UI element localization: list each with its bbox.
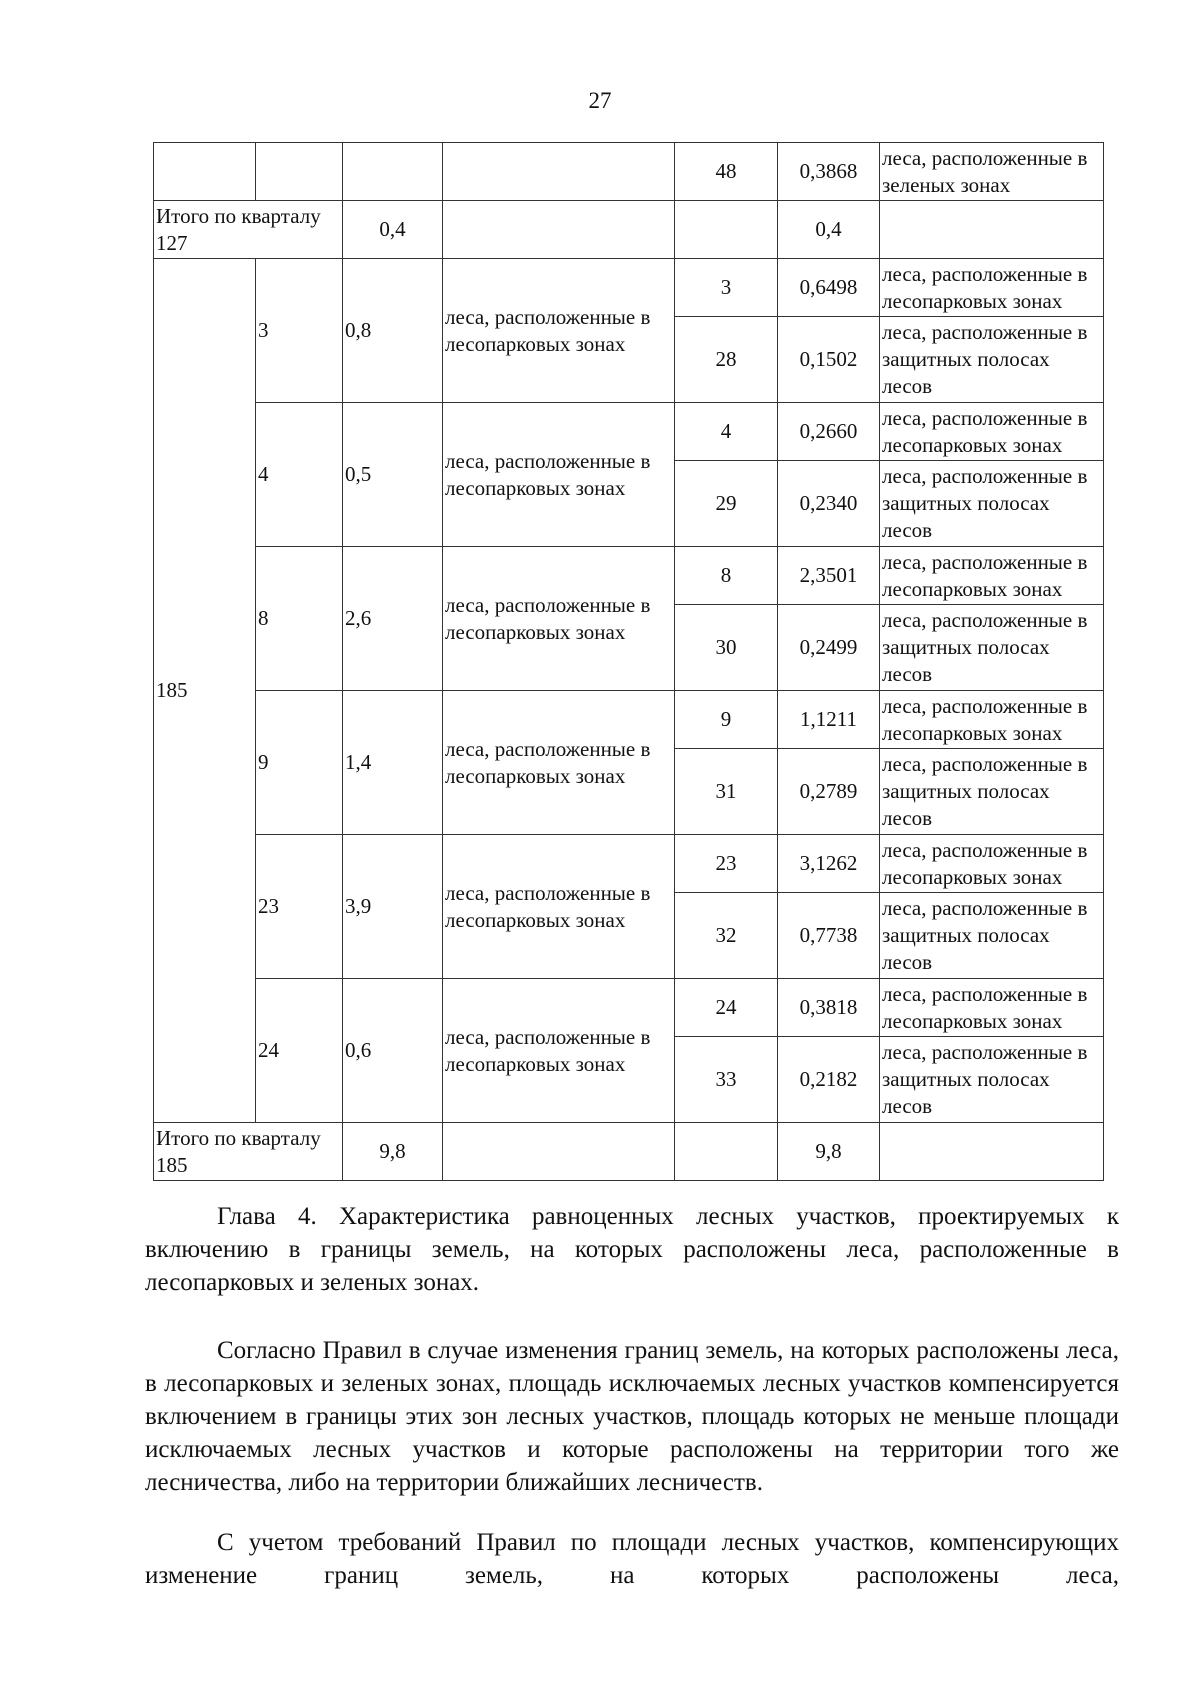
- plot-area-cell: 0,6498: [778, 259, 880, 317]
- vydel-number-cell: 8: [256, 547, 343, 691]
- plot-number-cell: 8: [675, 547, 778, 605]
- plot-category-cell: леса, расположенные в лесопарковых зонах: [880, 259, 1104, 317]
- subtotal-label: Итого по кварталу 127: [154, 201, 343, 259]
- vydel-number-cell: 3: [256, 259, 343, 403]
- plot-category-cell: леса, расположенные в защитных полосах лесов: [880, 317, 1104, 403]
- vydel-area-cell: 0,8: [343, 259, 443, 403]
- plot-category-cell: леса, расположенные в лесопарковых зонах: [880, 403, 1104, 461]
- table-row: [154, 547, 1104, 605]
- vydel-area-cell: 1,4: [343, 691, 443, 835]
- plot-category-cell: леса, расположенные в защитных полосах лесов: [880, 605, 1104, 691]
- plot-area-cell: 0,2499: [778, 605, 880, 691]
- table-row: [154, 259, 1104, 317]
- table-row: [154, 691, 1104, 749]
- plot-number-cell: 31: [675, 749, 778, 835]
- plot-area-cell: 1,1211: [778, 691, 880, 749]
- plot-number-cell: 29: [675, 461, 778, 547]
- table-row: [154, 403, 1104, 461]
- vydel-description-cell: леса, расположенные в лесопарковых зонах: [443, 547, 675, 691]
- vydel-description-cell: леса, расположенные в лесопарковых зонах: [443, 691, 675, 835]
- plot-number-cell: 32: [675, 893, 778, 979]
- plot-category-cell: леса, расположенные в защитных полосах лесов: [880, 461, 1104, 547]
- plot-area-cell: 0,2340: [778, 461, 880, 547]
- subtotal-area: 0,4: [343, 201, 443, 259]
- forest-plots-table: [153, 142, 1104, 1181]
- plot-area-cell: 0,2789: [778, 749, 880, 835]
- table-row: [154, 835, 1104, 893]
- plot-area-cell: 0,1502: [778, 317, 880, 403]
- plot-number-cell: 24: [675, 979, 778, 1037]
- plot-number-cell: 23: [675, 835, 778, 893]
- chapter-heading: Глава 4. Характеристика равноценных лесных участков, проектируемых к включению в границы земель, на которых расположены леса, расположенные в лесопарковых и зеленых зонах.: [145, 1203, 1119, 1296]
- plot-category-cell: леса, расположенные в защитных полосах лесов: [880, 749, 1104, 835]
- plot-category-cell: леса, расположенные в лесопарковых зонах: [880, 547, 1104, 605]
- plot-number-cell: 3: [675, 259, 778, 317]
- vydel-description-cell: леса, расположенные в лесопарковых зонах: [443, 259, 675, 403]
- plot-area-cell: 0,7738: [778, 893, 880, 979]
- plot-category-cell: леса, расположенные в зеленых зонах: [880, 143, 1104, 201]
- plot-area-cell: 3,1262: [778, 835, 880, 893]
- table-row: [154, 143, 1104, 201]
- plot-area-cell: 0,2182: [778, 1037, 880, 1123]
- plot-category-cell: леса, расположенные в лесопарковых зонах: [880, 979, 1104, 1037]
- plot-number-cell: 30: [675, 605, 778, 691]
- total-label: Итого по кварталу 185: [154, 1123, 343, 1181]
- vydel-number-cell: 9: [256, 691, 343, 835]
- plot-category-cell: леса, расположенные в защитных полосах лесов: [880, 1037, 1104, 1123]
- quarter-number-cell: 185: [154, 259, 256, 1123]
- table-row: [154, 979, 1104, 1037]
- plot-category-cell: леса, расположенные в лесопарковых зонах: [880, 835, 1104, 893]
- paragraph-1: Согласно Правил в случае изменения границ земель, на которых расположены леса, в лесопарковых и зеленых зонах, площадь исключаемых лесных участков компенсируется включением в границы этих зон лесных участков, площадь которых не меньше площади исключаемых лесных участков и которые расположены на территории того же лесничества, либо на территории ближайших лесничеств.: [145, 1337, 1119, 1496]
- vydel-number-cell: 24: [256, 979, 343, 1123]
- subtotal-row: [154, 201, 1104, 259]
- plot-number-cell: 28: [675, 317, 778, 403]
- vydel-description-cell: леса, расположенные в лесопарковых зонах: [443, 979, 675, 1123]
- plot-number-cell: 4: [675, 403, 778, 461]
- plot-number-cell: 48: [675, 143, 778, 201]
- total-area: 9,8: [343, 1123, 443, 1181]
- plot-category-cell: леса, расположенные в защитных полосах лесов: [880, 893, 1104, 979]
- vydel-description-cell: леса, расположенные в лесопарковых зонах: [443, 835, 675, 979]
- vydel-number-cell: 23: [256, 835, 343, 979]
- total-row: [154, 1123, 1104, 1181]
- plot-area-cell: 2,3501: [778, 547, 880, 605]
- subtotal-area-2: 0,4: [778, 201, 880, 259]
- total-area-2: 9,8: [778, 1123, 880, 1181]
- plot-area-cell: 0,3818: [778, 979, 880, 1037]
- plot-category-cell: леса, расположенные в лесопарковых зонах: [880, 691, 1104, 749]
- plot-area-cell: 0,2660: [778, 403, 880, 461]
- page-number: 27: [588, 88, 612, 113]
- vydel-area-cell: 2,6: [343, 547, 443, 691]
- vydel-area-cell: 3,9: [343, 835, 443, 979]
- plot-number-cell: 9: [675, 691, 778, 749]
- vydel-number-cell: 4: [256, 403, 343, 547]
- plot-number-cell: 33: [675, 1037, 778, 1123]
- vydel-description-cell: леса, расположенные в лесопарковых зонах: [443, 403, 675, 547]
- plot-area-cell: 0,3868: [778, 143, 880, 201]
- vydel-area-cell: 0,6: [343, 979, 443, 1123]
- vydel-area-cell: 0,5: [343, 403, 443, 547]
- paragraph-2: С учетом требований Правил по площади лесных участков, компенсирующих изменение границ земель, на которых расположены леса,: [145, 1529, 1119, 1589]
